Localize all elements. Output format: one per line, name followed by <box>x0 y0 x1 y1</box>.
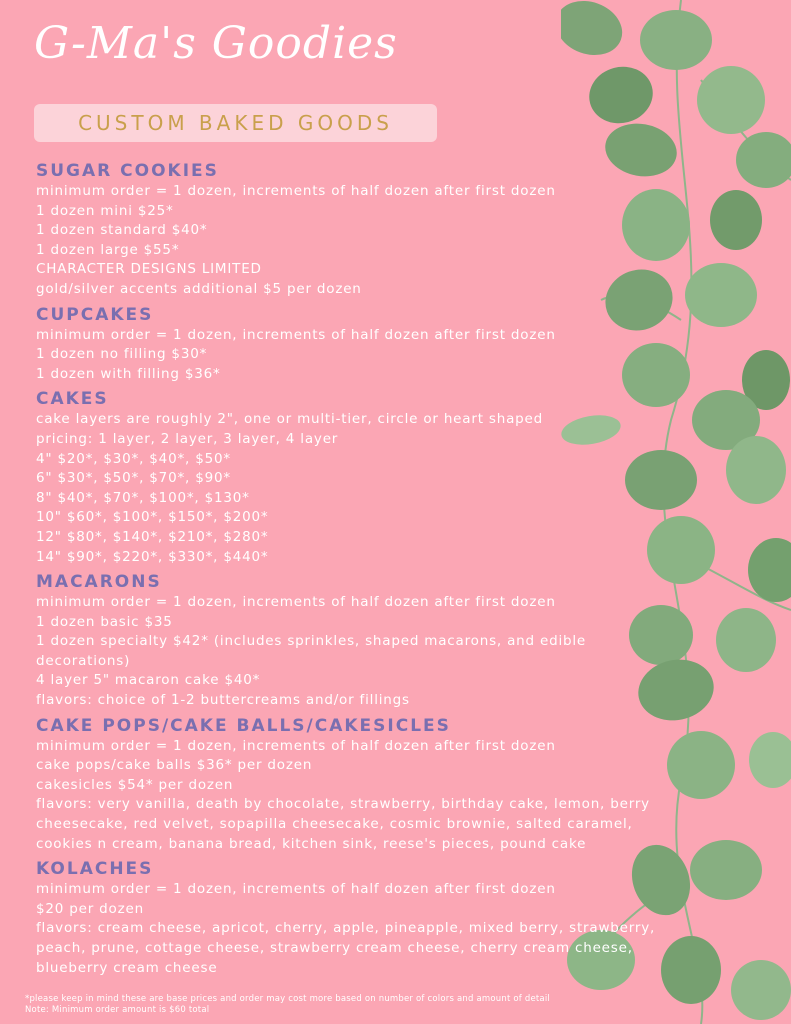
footnote-minimum: Note: Minimum order amount is $60 total <box>25 1005 210 1015</box>
section-macarons <box>36 571 656 711</box>
menu-line: 1 dozen standard $40* <box>36 222 208 239</box>
section-cake-pops <box>36 715 656 855</box>
price-menu <box>36 160 656 982</box>
menu-line: minimum order = 1 dozen, increments of half dozen after first dozen <box>36 881 556 898</box>
menu-line: cake layers are roughly 2", one or multi-tier, circle or heart shaped <box>36 411 543 428</box>
section-sugar-cookies <box>36 160 656 300</box>
subtitle-text: CUSTOM BAKED GOODS <box>78 111 393 135</box>
menu-line: 4 layer 5" macaron cake $40* <box>36 672 261 689</box>
menu-line: 14" $90*, $220*, $330*, $440* <box>36 548 269 565</box>
section-title: CAKES <box>36 389 109 410</box>
menu-line: CHARACTER DESIGNS LIMITED <box>36 261 262 278</box>
menu-line: flavors: cream cheese, apricot, cherry, apple, pineapple, mixed berry, strawberry, peach, prune, cottage cheese, strawberry cream cheese, cherry cream cheese, blueberry cream cheese <box>36 920 656 976</box>
section-cakes <box>36 388 656 567</box>
menu-line: 1 dozen with filling $36* <box>36 365 221 382</box>
menu-line: 6" $30*, $50*, $70*, $90* <box>36 470 231 487</box>
menu-line: cakesicles $54* per dozen <box>36 776 234 793</box>
menu-line: 1 dozen no filling $30* <box>36 346 208 363</box>
menu-line: 12" $80*, $140*, $210*, $280* <box>36 528 269 545</box>
subtitle-banner <box>34 104 437 142</box>
brand-title: G-Ma's Goodies <box>34 18 398 69</box>
menu-line: pricing: 1 layer, 2 layer, 3 layer, 4 layer <box>36 430 339 447</box>
menu-line: 8" $40*, $70*, $100*, $130* <box>36 489 250 506</box>
footnotes <box>25 994 550 1016</box>
menu-line: 1 dozen basic $35 <box>36 613 173 630</box>
section-title: CAKE POPS/CAKE BALLS/CAKESICLES <box>36 715 451 736</box>
menu-line: flavors: very vanilla, death by chocolate, strawberry, birthday cake, lemon, berry cheesecake, red velvet, sopapilla cheesecake, cosmic brownie, salted caramel, cookies n cream, banana bread, kitchen sink, reese's pieces, pound cake <box>36 796 650 852</box>
section-title: SUGAR COOKIES <box>36 161 219 181</box>
footnote-pricing: *please keep in mind these are base prices and order may cost more based on number of colors and amount of detail <box>25 994 550 1004</box>
menu-line: minimum order = 1 dozen, increments of half dozen after first dozen <box>36 326 556 343</box>
section-title: KOLACHES <box>36 859 154 880</box>
section-cupcakes <box>36 304 656 385</box>
menu-line: minimum order = 1 dozen, increments of half dozen after first dozen <box>36 594 556 611</box>
section-title: CUPCAKES <box>36 304 154 325</box>
menu-line: cake pops/cake balls $36* per dozen <box>36 757 313 774</box>
menu-line: flavors: choice of 1-2 buttercreams and/or fillings <box>36 692 410 709</box>
menu-line: 1 dozen large $55* <box>36 241 180 258</box>
menu-line: $20 per dozen <box>36 900 144 917</box>
section-title: MACARONS <box>36 572 162 593</box>
menu-line: 10" $60*, $100*, $150*, $200* <box>36 509 269 526</box>
section-kolaches <box>36 858 656 978</box>
menu-line: 4" $20*, $30*, $40*, $50* <box>36 450 231 467</box>
menu-line: 1 dozen mini $25* <box>36 202 174 219</box>
menu-line: minimum order = 1 dozen, increments of half dozen after first dozen <box>36 183 556 199</box>
menu-line: gold/silver accents additional $5 per dozen <box>36 280 362 297</box>
menu-line: minimum order = 1 dozen, increments of half dozen after first dozen <box>36 737 556 754</box>
menu-line: 1 dozen specialty $42* (includes sprinkles, shaped macarons, and edible decorations) <box>36 633 587 669</box>
